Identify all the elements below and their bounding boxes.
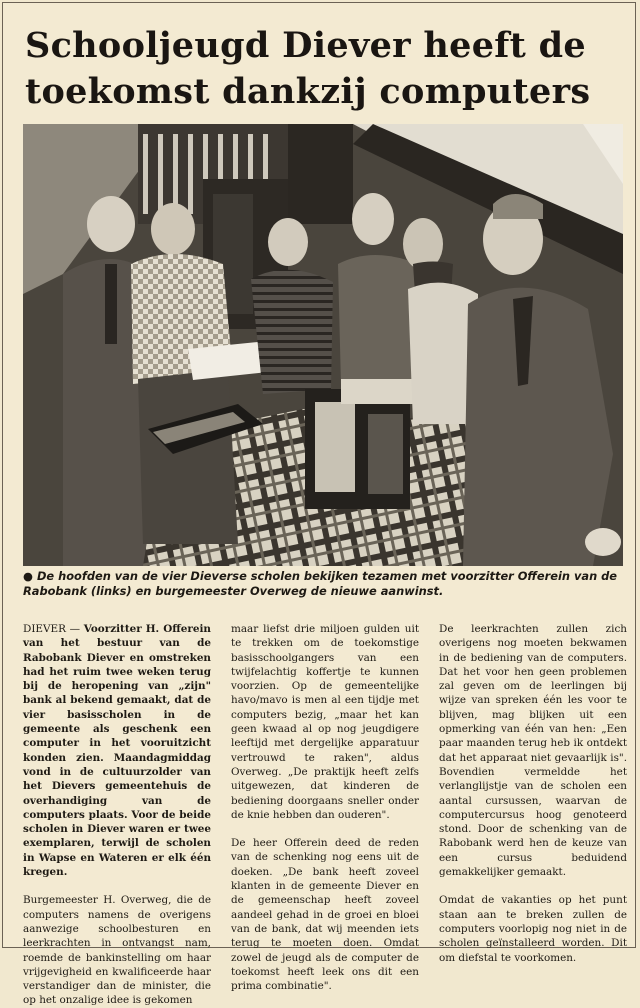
photo-caption: [23, 569, 623, 599]
paragraph: De heer Offerein deed de reden van de schenking nog eens uit de doeken. „De bank heeft zoveel klanten in de gemeente Diever en de gemeenschap heeft zoveel aandeel gehad in de groei en bloei van de bank, dat wij meenden iets terug te moeten doen. Omdat zowel de jeugd als de computer de toekomst heeft leek ons dit een prima combinatie".: [231, 837, 419, 993]
article-column-1: [23, 622, 211, 1008]
bullet-icon: ●: [23, 569, 33, 583]
article-column-2: [231, 622, 419, 993]
dateline: DIEVER —: [23, 623, 81, 635]
lead-text: Voorzitter H. Offerein van het bestuur van de Rabobank Diever en omstreken had het ruim twee weken terug bij de heropening van „zijn" bank al bekend gemaakt, dat de vier basisscholen in de gemeente als geschenk een computer in het vooruitzicht konden zien. Maandagmiddag vond in de cultuurzolder van het Dievers gemeentehuis de overhandiging van de computers plaats. Voor de beide scholen in Diever waren er twee exemplaren, terwijl de scholen in Wapse en Wateren er elk één kregen.: [23, 623, 211, 879]
article-column-3: [439, 622, 627, 965]
paragraph: Burgemeester H. Overweg, die de computers namens de overigens aanwezige schoolbesturen en leerkrachten in ontvangst nam, roemde de bankinstelling om haar vrijgevigheid en kwalificeerde haar verstandiger dan de minister, die op het onzalige idee is gekomen: [23, 894, 211, 1007]
news-photo: [23, 124, 623, 566]
lead-paragraph: [23, 622, 211, 879]
headline: Schooljeugd Diever heeft de toekomst dankzij computers: [25, 25, 591, 112]
newspaper-clipping: [2, 2, 636, 1007]
paragraph: maar liefst drie miljoen gulden uit te trekken om de toekomstige basisschoolgangers van een twijfelachtig koffertje te kunnen voorzien. Op de gemeentelijke havo/mavo is men al een tijdje met computers bezig, „maar het kan geen kwaad al op nog jeugdigere leeftijd met dergelijke apparatuur vertrouwd te raken", aldus Overweg. „De praktijk heeft zelfs uitgewezen, dat kinderen de bediening doorgaans sneller onder de knie hebben dan ouderen".: [231, 623, 419, 821]
paragraph: Omdat de vakanties op het punt staan aan te breken zullen de computers voorlopig nog niet in de scholen geïnstalleerd worden. Dit om diefstal te voorkomen.: [439, 894, 627, 964]
caption-text: De hoofden van de vier Dieverse scholen bekijken tezamen met voorzitter Offerein van de Rabobank (links) en burgemeester Overweg de nieuwe aanwinst.: [23, 569, 618, 598]
paragraph: De leerkrachten zullen zich overigens nog moeten bekwamen in de bediening van de computers. Dat het voor hen geen problemen zal geven om de leerlingen bij wijze van spreken één les voor te blijven, mag blijken uit een opmerking van één van hen: „Een paar maanden terug heb ik ontdekt dat het apparaat niet gevaarlijk is". Bovendien vermeldde het verlanglijstje van de scholen een aantal cursussen, waarvan de computercursus hoog genoteerd stond. Door de schenking van de Rabobank werd hen de keuze van een cursus beduidend gemakkelijker gemaakt.: [439, 623, 627, 879]
photo-illustration: [23, 124, 623, 566]
